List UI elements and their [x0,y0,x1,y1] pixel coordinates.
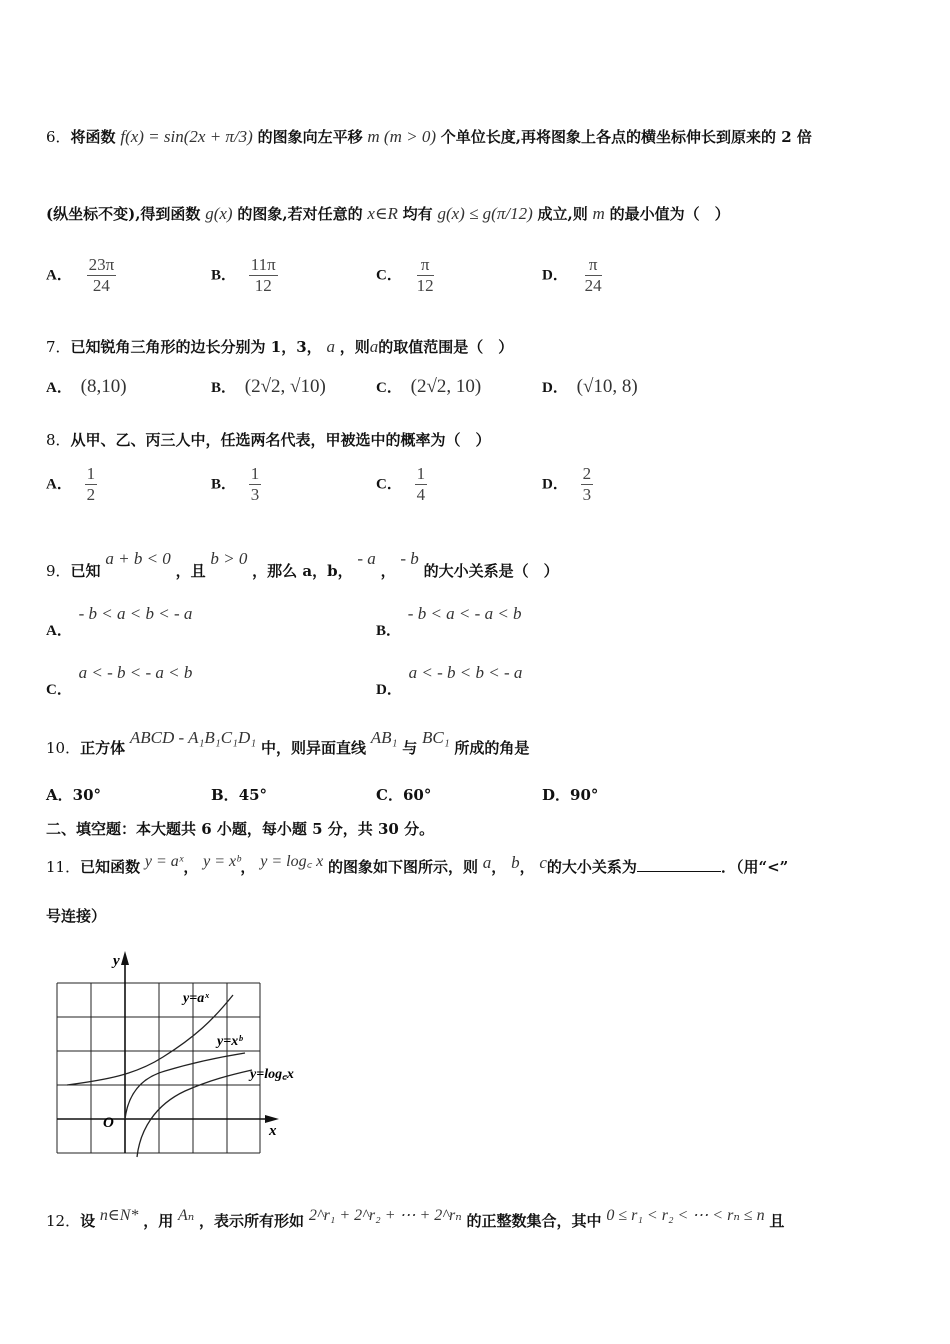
q10-option-a[interactable]: A．30° [46,786,102,804]
q9-stem: 9．已知 a + b < 0 ，且 b > 0 ，那么 a，b， - a ， - b 的大小关系是（ ） [46,549,559,580]
q7-option-c[interactable]: C． (2√2, 10) [376,376,482,397]
q10-option-b[interactable]: B．45° [211,786,268,804]
q10-option-c[interactable]: C．60° [376,786,432,804]
grid [57,983,260,1153]
curve-exponential [67,995,233,1085]
q10-option-d[interactable]: D．90° [542,786,599,804]
q6-option-a[interactable]: A． $\frac{23\pi}{24}$ [46,255,115,295]
q9-option-d[interactable]: D． a < - b < b < - a [376,663,523,698]
q6-line1: 6．将函数 f(x) = sin(2x + π/3) 的图象向左平移 m (m > 0) 个单位长度,再将图象上各点的横坐标伸长到原来的 2 倍 [46,127,812,146]
q7-stem: 7．已知锐角三角形的边长分别为 1，3， a ，则a的取值范围是（ ） [46,337,514,356]
q8-option-c[interactable]: C． $\frac{1}{4}$ [376,464,426,504]
q11-stem-cont: 号连接） [46,907,107,925]
answer-blank[interactable] [637,871,721,872]
q10-stem: 10．正方体 ABCD - A₁B₁C₁D₁ 中，则异面直线 AB₁ 与 BC₁ 所成的角是 [46,728,530,757]
label-exponential: y=aˣ [183,991,209,1006]
q8-option-d[interactable]: D． $\frac{2}{3}$ [542,464,592,504]
q9-option-c[interactable]: C． a < - b < - a < b [46,663,193,698]
q7-option-a[interactable]: A． (8,10) [46,376,127,397]
q7-option-b[interactable]: B． (2√2, √10) [211,376,326,397]
q6-option-d[interactable]: D． $\frac{\pi}{24}$ [542,255,602,295]
y-axis-arrow [121,951,129,965]
q6-option-c[interactable]: C． $\frac{\pi}{12}$ [376,255,434,295]
q6-shift: m (m > 0) [367,127,437,146]
q6-number: 6． [46,128,71,146]
q6-option-b[interactable]: B． $\frac{11\pi}{12}$ [211,255,276,295]
q7-option-d[interactable]: D． (√10, 8) [542,376,638,397]
q11-stem: 11．已知函数 y = aˣ， y = xᵇ， y = log꜀ x 的图象如下图所示，则 a， b， c的大小关系为 ．（用“<” [46,853,789,876]
label-power: y=xᵇ [217,1034,243,1049]
q6-inequality: g(x) ≤ g(π/12) [437,204,533,223]
y-axis-label: y [113,953,120,969]
x-axis-label: x [269,1123,277,1139]
function-graph [45,945,295,1160]
q6-line2: (纵坐标不变),得到函数 g(x) 的图象,若对任意的 x∈R 均有 g(x) ≤ g(π/12) 成立,则 m 的最小值为（ ） [46,204,730,223]
q12-stem: 12．设 n∈N* ，用 Aₙ ，表示所有形如 2^r₁ + 2^r₂ + ⋯ + 2^rₙ 的正整数集合，其中 0 ≤ r₁ < r₂ < ⋯ < rₙ ≤ n 且 [46,1207,785,1230]
q8-option-b[interactable]: B． $\frac{1}{3}$ [211,464,260,504]
curve-log [137,1070,252,1157]
q8-option-a[interactable]: A． $\frac{1}{2}$ [46,464,96,504]
q8-stem: 8．从甲、乙、丙三人中，任选两名代表，甲被选中的概率为（ ） [46,431,491,449]
x-axis-arrow [265,1115,279,1123]
q9-option-a[interactable]: A． - b < a < b < - a [46,604,193,639]
q9-option-b[interactable]: B． - b < a < - a < b [376,604,522,639]
q6-function: f(x) = sin(2x + π/3) [120,127,253,146]
origin-label: O [103,1115,114,1131]
label-log: y=log꜀x [250,1067,294,1082]
section-heading: 二、填空题：本大题共 6 小题，每小题 5 分，共 30 分。 [46,820,435,838]
